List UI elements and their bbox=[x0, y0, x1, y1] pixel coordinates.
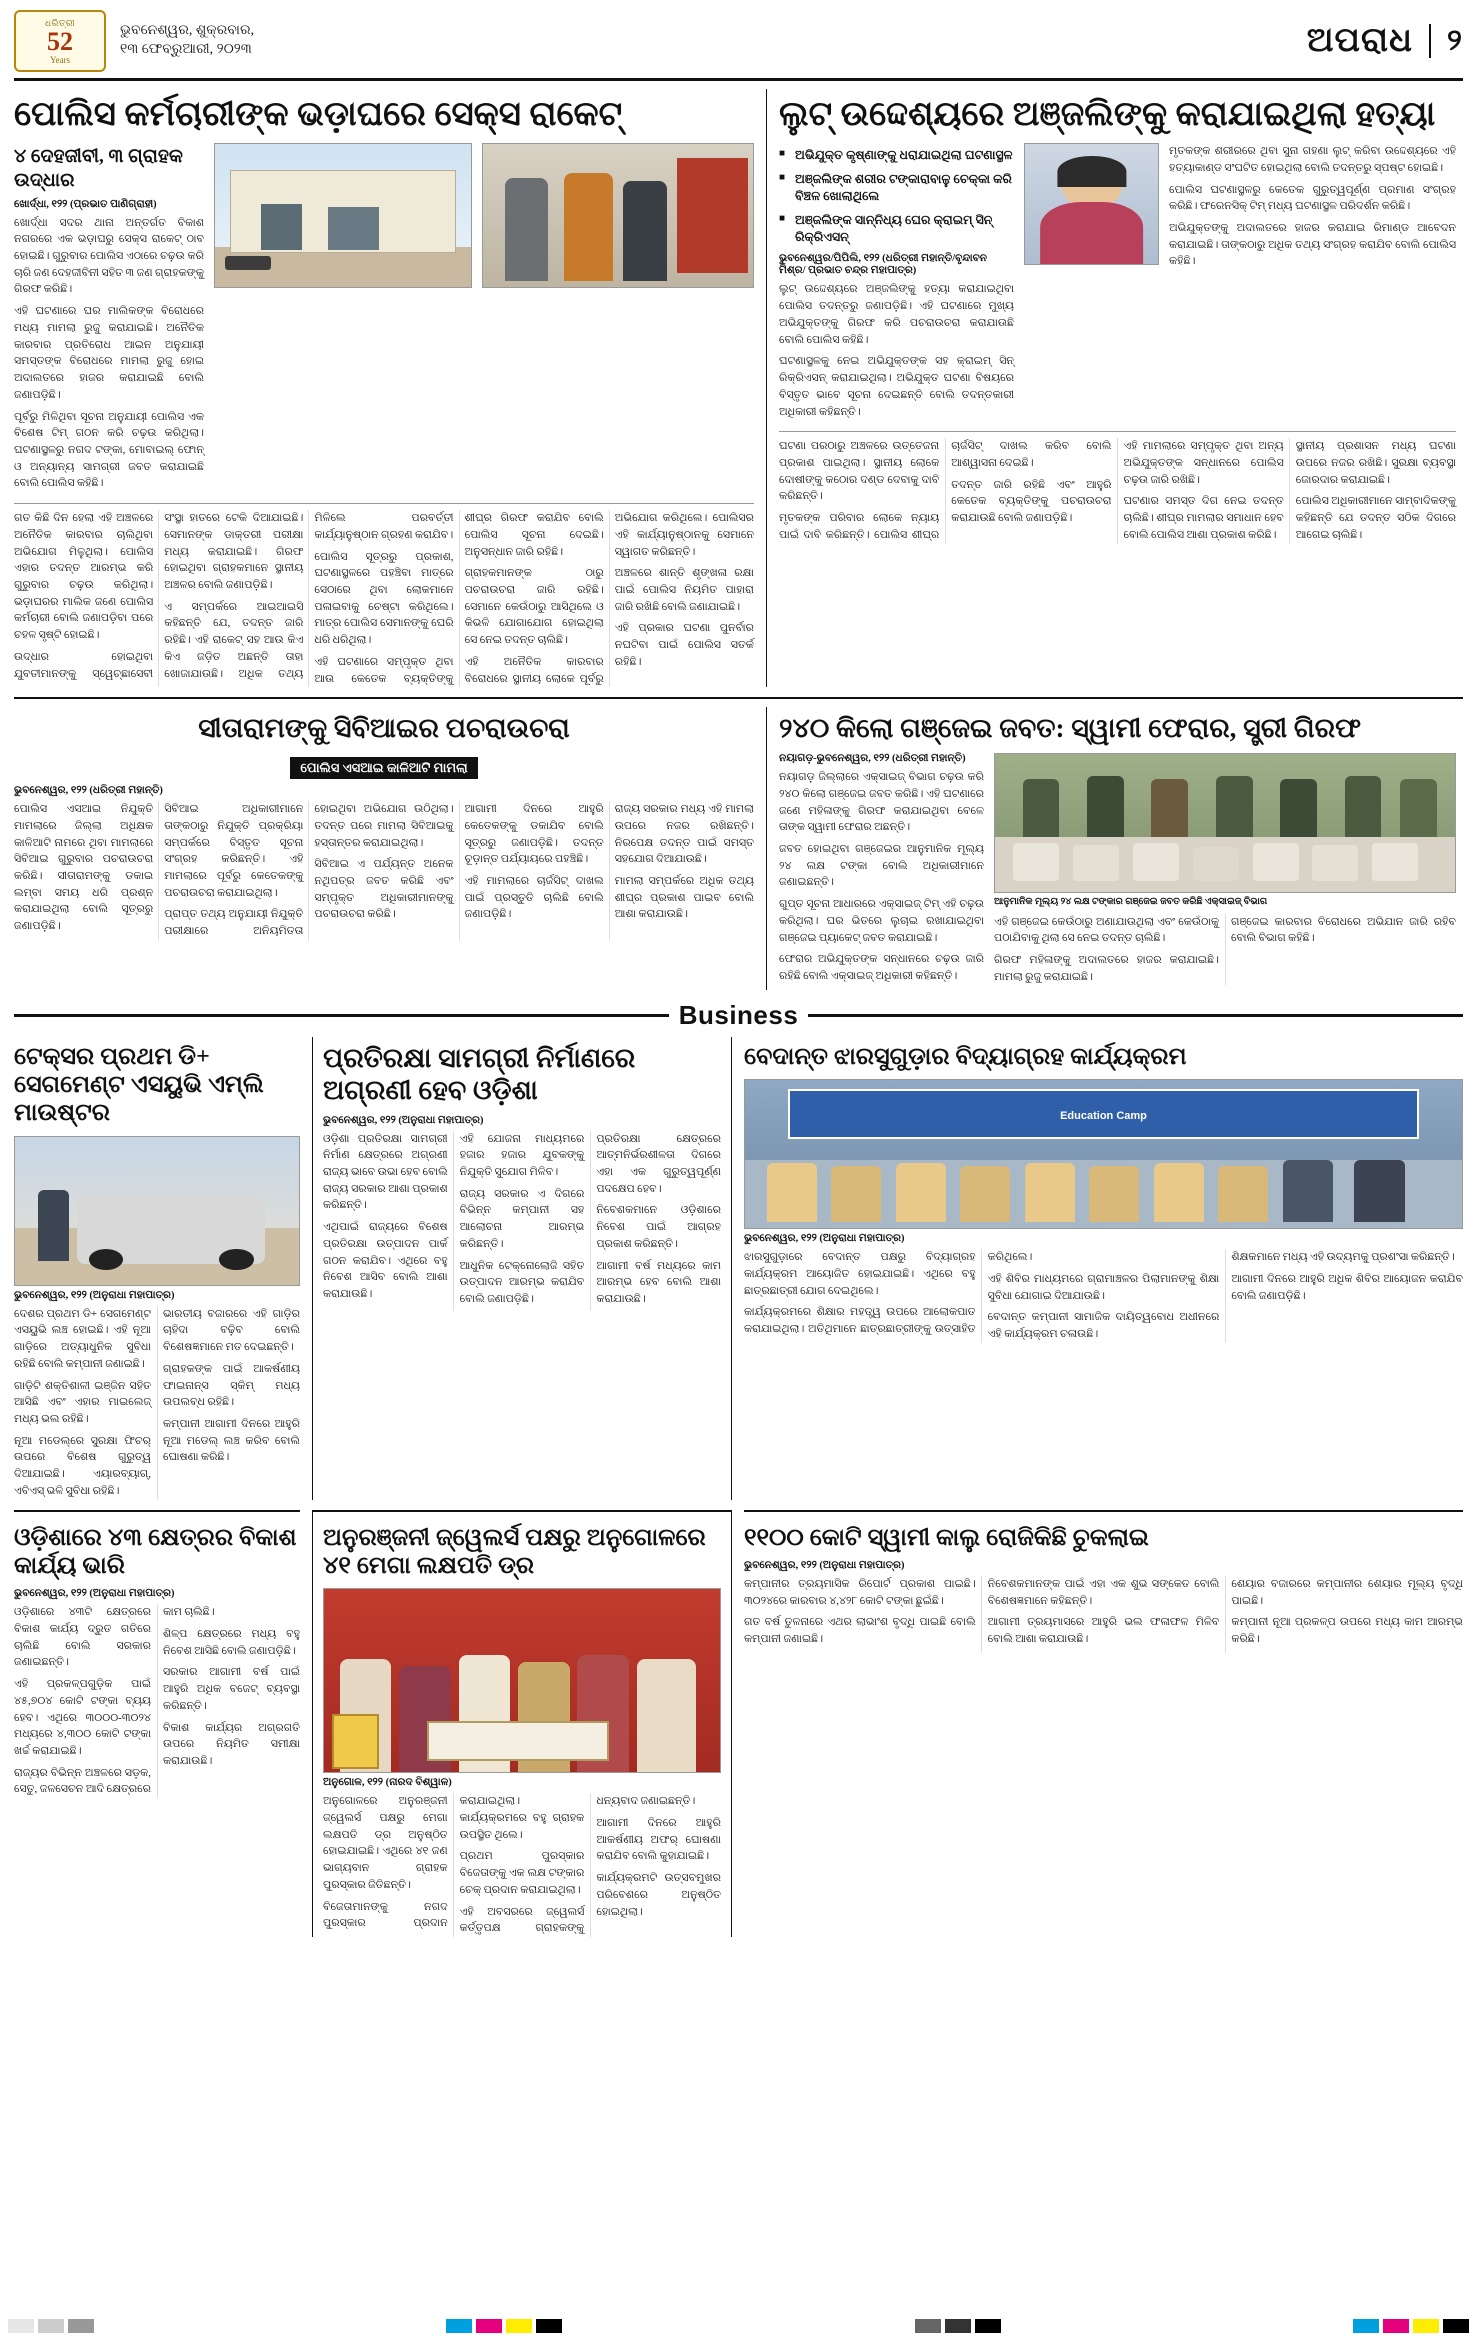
biz-story-mid bbox=[312, 1037, 732, 1500]
lead-left-subhead: ୪ ଦେହଜୀବୀ, ୩ ଗ୍ରାହକ ଉଦ୍ଧାର bbox=[14, 146, 183, 191]
place-line-1: ଭୁବନେଶ୍ୱର, ଶୁକ୍ରବାର, bbox=[120, 23, 255, 39]
color-swatch-gray-6 bbox=[975, 2319, 1001, 2333]
mid-right-photo-caption: ଆନୁମାନିକ ମୂଲ୍ୟ ୨୪ ଲକ୍ଷ ଟଙ୍କାର ଗଞ୍ଜେଇ ଜବତ କରିଛି ଏକ୍ସାଇଜ୍ ବିଭାଗ bbox=[994, 897, 1268, 908]
paragraph: ଅନୁଗୋଳରେ ଅନୁରଞ୍ଜନୀ ଜ୍ୱେଲର୍ସ ପକ୍ଷରୁ ମେଗା ଲକ୍ଷପତି ଡ୍ର ଅନୁଷ୍ଠିତ ହୋଇଯାଇଛି। ଏଥିରେ ୪୧ ଜଣ ଭାଗ୍ୟବାନ ଗ୍ରାହକ ପୁରସ୍କାର ଜିତିଛନ୍ତି। bbox=[323, 1795, 448, 1891]
color-swatch-black-2 bbox=[1443, 2319, 1469, 2333]
business-section bbox=[14, 1037, 1463, 1500]
lead-left-top-row bbox=[14, 143, 754, 497]
lead-left-body bbox=[14, 510, 754, 687]
bottom-story-left bbox=[14, 1510, 300, 1937]
mid-story-right bbox=[766, 707, 1456, 989]
color-swatch-yellow-2 bbox=[1413, 2319, 1439, 2333]
color-swatch-cyan bbox=[446, 2319, 472, 2333]
anniversary-badge bbox=[14, 10, 106, 72]
paragraph: ଗିରଫ ମହିଳାଙ୍କୁ ଅଦାଲତରେ ହାଜର କରାଯାଇଛି। ମାମଲା ରୁଜୁ କରାଯାଇଛି। bbox=[994, 953, 1219, 983]
color-swatch-yellow bbox=[506, 2319, 532, 2333]
paragraph: ରାଜ୍ୟ ସରକାର ମଧ୍ୟ ଏହି ମାମଲା ଉପରେ ନଜର ରଖିଛନ୍ତି। ନିରପେକ୍ଷ ତଦନ୍ତ ପାଇଁ ସମସ୍ତ ସହଯୋଗ ଦିଆଯାଉଛି। bbox=[614, 803, 754, 866]
mid-right-byline: ନୟାଗଡ଼-ଭୁବନେଶ୍ୱର, ୧୨୨ (ଧରିତ୍ରୀ ମହାନ୍ତି) bbox=[779, 753, 966, 765]
publication-place-date bbox=[120, 22, 254, 60]
paragraph: ଅଞ୍ଚଳରେ ଶାନ୍ତି ଶୃଙ୍ଖଳା ରକ୍ଷା ପାଇଁ ପୋଲିସ ନିୟମିତ ପାହାରା ଜାରି ରଖିଛି ବୋଲି ଜଣାଯାଇଛି। bbox=[614, 567, 754, 613]
paragraph: ଆଗାମୀ ଦିନରେ ଆହୁରି ଆକର୍ଷଣୀୟ ଅଫର୍ ଘୋଷଣା କରାଯିବ ବୋଲି କୁହାଯାଇଛି। bbox=[596, 1816, 721, 1863]
page-number: ୨ bbox=[1447, 24, 1463, 57]
paragraph: ଆଗାମୀ ତ୍ରୟମାସରେ ଆହୁରି ଭଲ ଫଳାଫଳ ମିଳିବ ବୋଲି ଆଶା କରାଯାଉଛି। bbox=[987, 1616, 1220, 1646]
middle-section bbox=[14, 707, 1463, 989]
paragraph: ପୋଲିସ ଏସଆଇ ନିଯୁକ୍ତି ମାମଲାରେ ଜିଲ୍ଲା ଅଧିକ୍ଷକ କାଳିଆଟି ନାମରେ ଥିବା ମାମଲାରେ ସିବିଆଇ ଗୁରୁବାର ପଚରାଉଚରା କରିଛି। ସୀତାରାମଙ୍କୁ ଡକାଇ ଲମ୍ବା ସମୟ ଧରି ପ୍ରଶ୍ନ କରାଯାଇଥିଲା ବୋଲି ସୂତ୍ରରୁ ଜଣାପଡ଼ିଛି। bbox=[14, 803, 154, 933]
banner-text: Education Camp bbox=[1060, 1109, 1147, 1122]
bottom-right-byline: ଭୁବନେଶ୍ୱର, ୧୨୨ (ଅନୁରାଧା ମହାପାତ୍ର) bbox=[744, 1559, 905, 1571]
bottom-mid-headline: ଅନୁରଞ୍ଜନୀ ଜ୍ୱେଲର୍ସ ପକ୍ଷରୁ ଅନୁଗୋଳରେ ୪୧ ମେଗା ଲକ୍ଷପତି ଡ୍ର bbox=[323, 1524, 706, 1579]
paragraph: ସିବିଆଇ ଅଧିକାରୀମାନେ ତାଙ୍କଠାରୁ ନିଯୁକ୍ତି ପ୍ରକ୍ରିୟା ସମ୍ପର୍କରେ ବିସ୍ତୃତ ସୂଚନା ସଂଗ୍ରହ କରିଛନ୍ତି। ଏହି ମାମଲାରେ ପୂର୍ବରୁ କେତେକଙ୍କୁ ପଚରାଉଚରା କରାଯାଇଥିଲା। bbox=[164, 803, 304, 899]
bullet-item: ■ ଅଭିଯୁକ୍ତ କୃଷ୍ଣାଙ୍କୁ ଧରାଯାଇଥିଲା ଘଟଣାସ୍ଥଳ bbox=[779, 147, 1014, 164]
color-swatch-cyan-2 bbox=[1353, 2319, 1379, 2333]
lead-left-headline: ପୋଲିସ କର୍ମଚାରୀଙ୍କ ଭଡ଼ାଘରେ ସେକ୍ସ ରାକେଟ୍ bbox=[14, 96, 623, 133]
bottom-mid-byline: ଅନୁଗୋଳ, ୧୨୨ (ନାରଦ ବିଶ୍ୱାଳ) bbox=[323, 1777, 452, 1789]
bottom-right-body bbox=[744, 1576, 1463, 1653]
paragraph: ଅଭିଯୁକ୍ତଙ୍କୁ ଅଦାଲତରେ ହାଜର କରାଯାଇ ରିମାଣ୍ଡ ଆବେଦନ କରାଯାଇଛି। ତାଙ୍କଠାରୁ ଅଧିକ ତଥ୍ୟ ସଂଗ୍ରହ କରାଯିବ ବୋଲି ପୋଲିସ କହିଛି। bbox=[1169, 221, 1456, 268]
paragraph: ଘଟଣାସ୍ଥଳକୁ ନେଇ ଅଭିଯୁକ୍ତଙ୍କ ସହ କ୍ରାଇମ୍ ସିନ୍ ରିକ୍ରିଏସନ୍ କରାଯାଇଥିଲା। ଅଭିଯୁକ୍ତ ଘଟଣା ବିଷୟରେ ବିସ୍ତୃତ ଭାବେ ସୂଚନା ଦେଇଛନ୍ତି ବୋଲି ତଦନ୍ତକାରୀ ଅଧିକାରୀ କହିଛନ୍ତି। bbox=[779, 355, 1014, 418]
paragraph: ମୃତକଙ୍କ ଶରୀରରେ ଥିବା ସୁନା ଗହଣା ଲୁଟ୍ କରିବା ଉଦ୍ଦେଶ୍ୟରେ ଏହି ହତ୍ୟାକାଣ୍ଡ ସଂଘଟିତ ହୋଇଥିଲା ବୋଲି ତଦନ୍ତରୁ ସ୍ପଷ୍ଟ ହୋଇଛି। bbox=[1169, 145, 1456, 174]
paragraph: ଗତ କିଛି ଦିନ ହେଲା ଏହି ଅଞ୍ଚଳରେ ଅନୈତିକ କାରବାର ଚାଲିଥିବା ଅଭିଯୋଗ ମିଳୁଥିଲା। ପୋଲିସ ଏହାର ତଦନ୍ତ ଆରମ୍ଭ କରି ଗୁରୁବାର ଚଢ଼ଉ କରିଥିଲା। ଭଡ଼ାଘରର ମାଲିକ ଜଣେ ପୋଲିସ କର୍ମଚାରୀ ବୋଲି ଜଣାପଡ଼ିବା ପରେ ଚହଳ ସୃଷ୍ଟି ହୋଇଛି। bbox=[14, 512, 154, 642]
paragraph: ଆଗାମୀ ବର୍ଷ ମଧ୍ୟରେ କାମ ଆରମ୍ଭ ହେବ ବୋଲି ଆଶା କରାଯାଉଛି। bbox=[596, 1259, 721, 1305]
biz-story-right bbox=[744, 1037, 1463, 1500]
paragraph: ଓଡ଼ିଶାରେ ୪୩ଟି କ୍ଷେତ୍ରରେ ବିକାଶ କାର୍ଯ୍ୟ ଦ୍ରୁତ ଗତିରେ ଚାଲିଛି ବୋଲି ସରକାର ଜଣାଇଛନ୍ତି। bbox=[14, 1606, 151, 1669]
bottom-section bbox=[14, 1510, 1463, 1937]
photo-victim-portrait bbox=[1024, 143, 1159, 265]
paragraph: ଆଗାମୀ ଦିନରେ ଆହୁରି କେତେକଙ୍କୁ ଡକାଯିବ ବୋଲି ସୂତ୍ରରୁ ଜଣାପଡ଼ିଛି। ତଦନ୍ତ ଚୂଡ଼ାନ୍ତ ପର୍ଯ୍ୟାୟରେ ପହଞ୍ଚିଛି। bbox=[464, 803, 604, 866]
bottom-left-headline: ଓଡ଼ିଶାରେ ୪୩ କ୍ଷେତ୍ରର ବିକାଶ କାର୍ଯ୍ୟ ଭାରି bbox=[14, 1524, 297, 1579]
business-section-label: Business bbox=[678, 999, 799, 1030]
color-swatch-gray-2 bbox=[38, 2319, 64, 2333]
business-bar-line-left bbox=[14, 1014, 669, 1017]
bullet-item: ■ ଅଞ୍ଜଲିଙ୍କ ଶରୀର ଟଙ୍କାରାବାଳୁ ଚେକ୍କା କରି ବିଞ୍ଚଳ ଖୋଲାଥିଲେ bbox=[779, 171, 1014, 205]
photo-jewellers-draw bbox=[323, 1588, 721, 1773]
paragraph: ବିଜେତାମାନଙ୍କୁ ନଗଦ ପୁରସ୍କାର ପ୍ରଦାନ କରାଯାଇଥିଲା। କାର୍ଯ୍ୟକ୍ରମରେ ବହୁ ଗ୍ରାହକ ଉପସ୍ଥିତ ଥିଲେ। bbox=[323, 1795, 585, 1930]
paragraph: ଏହି ମାମଲାରେ ସମ୍ପୃକ୍ତ ଥିବା ଅନ୍ୟ ଅଭିଯୁକ୍ତଙ୍କ ସନ୍ଧାନରେ ପୋଲିସ ଚଢ଼ଉ ଜାରି ରଖିଛି। bbox=[1123, 440, 1284, 486]
paragraph: ଶେୟାର ବଜାରରେ କମ୍ପାନୀର ଶେୟାର ମୂଲ୍ୟ ବୃଦ୍ଧି ପାଇଛି। bbox=[1231, 1577, 1463, 1607]
paragraph: ଘଟଣା ପରଠାରୁ ଅଞ୍ଚଳରେ ଉତ୍ତେଜନା ପ୍ରକାଶ ପାଇଥିଲା। ସ୍ଥାନୀୟ ଲୋକେ ଦୋଷୀଙ୍କୁ କଠୋର ଦଣ୍ଡ ଦେବାକୁ ଦାବି କରିଛନ୍ତି। bbox=[779, 440, 940, 503]
paragraph: ପ୍ରଥମ ପୁରସ୍କାର ବିଜେତାଙ୍କୁ ଏକ ଲକ୍ଷ ଟଙ୍କାର ଚେକ୍ ପ୍ରଦାନ କରାଯାଇଥିଲା। bbox=[459, 1850, 585, 1896]
lead-story-left bbox=[14, 89, 754, 687]
lead-left-photos bbox=[214, 143, 754, 497]
lead-right-top-row bbox=[779, 143, 1456, 425]
lead-left-byline: ଖୋର୍ଦ୍ଧା, ୧୨୨ (ପ୍ରଭାତ ପାଣିଗ୍ରାହୀ) bbox=[14, 198, 157, 210]
paragraph: ଗାଡ଼ିଟି ଶକ୍ତିଶାଳୀ ଇଞ୍ଜିନ ସହିତ ଆସିଛି ଏବଂ ଏହାର ମାଇଲେଜ୍ ମଧ୍ୟ ଭଲ ରହିଛି। bbox=[14, 1379, 151, 1426]
paragraph: କାର୍ଯ୍ୟକ୍ରମରେ ଶିକ୍ଷାର ମହତ୍ତ୍ୱ ଉପରେ ଆଲୋକପାତ କରାଯାଇଥିଲା। ଅତିଥିମାନେ ଛାତ୍ରଛାତ୍ରୀଙ୍କୁ ଉତ୍ସାହିତ କରିଥିଲେ। bbox=[744, 1251, 1033, 1335]
mid-left-tag: ପୋଲିସ ଏସଆଇ କାଳିଆଟି ମାମଲା bbox=[290, 757, 477, 779]
paragraph: ଗତ ବର୍ଷ ତୁଳନାରେ ଏଥର ଲାଭାଂଶ ବୃଦ୍ଧି ପାଇଛି ବୋଲି କମ୍ପାନୀ ଜଣାଇଛି। bbox=[744, 1616, 976, 1646]
section-title-block bbox=[1307, 22, 1463, 60]
paragraph: ଫେରାର ଅଭିଯୁକ୍ତଙ୍କ ସନ୍ଧାନରେ ଚଢ଼ଉ ଜାରି ରହିଛି ବୋଲି ଏକ୍ସାଇଜ୍ ଅଧିକାରୀ କହିଛନ୍ତି। bbox=[779, 953, 984, 983]
mid-left-headline: ସୀତାରାମଙ୍କୁ ସିବିଆଇର ପଚରାଉଚରା bbox=[198, 713, 570, 744]
lead-story-right bbox=[766, 89, 1456, 687]
paragraph: ପୂର୍ବରୁ ମିଳିଥିବା ସୂଚନା ଅନୁଯାୟୀ ପୋଲିସ ଏକ ବିଶେଷ ଟିମ୍ ଗଠନ କରି ଚଢ଼ଉ କରିଥିଲା। ଘଟଣାସ୍ଥଳରୁ ନଗଦ ଟଙ୍କା, ମୋବାଇଲ୍ ଫୋନ୍ ଓ ଅନ୍ୟାନ୍ୟ ସାମଗ୍ରୀ ଜବତ କରାଯାଇଛି ବୋଲି ପୋଲିସ କହିଛି। bbox=[14, 410, 204, 490]
paragraph: ପ୍ରାପ୍ତ ତଥ୍ୟ ଅନୁଯାୟୀ ନିଯୁକ୍ତି ପରୀକ୍ଷାରେ ଅନିୟମିତତା ହୋଇଥିବା ଅଭିଯୋଗ ଉଠିଥିଲା। ତଦନ୍ତ ପରେ ମାମଲା ସିବିଆଇକୁ ହସ୍ତାନ୍ତର କରାଯାଇଥିଲା। bbox=[164, 803, 454, 938]
paragraph: ଏହି ପ୍ରକାର ଘଟଣା ପୁନର୍ବାର ନଘଟିବା ପାଇଁ ପୋଲିସ ସତର୍କ ରହିଛି। bbox=[614, 622, 754, 668]
bottom-story-mid bbox=[312, 1510, 732, 1937]
mid-left-byline: ଭୁବନେଶ୍ୱର, ୧୨୨ (ଧରିତ୍ରୀ ମହାନ୍ତି) bbox=[14, 785, 163, 797]
top-section bbox=[14, 89, 1463, 687]
paragraph: ରାଜ୍ୟ ସରକାର ଏ ଦିଗରେ ବିଭିନ୍ନ କମ୍ପାନୀ ସହ ଆଲୋଚନା ଆରମ୍ଭ କରିଛନ୍ତି। bbox=[459, 1187, 585, 1250]
paragraph: ନୟାଗଡ଼ ଜିଲ୍ଲାରେ ଏକ୍ସାଇଜ୍ ବିଭାଗ ଚଢ଼ଉ କରି ୨୪୦ କିଲୋ ଗଞ୍ଜେଇ ଜବତ କରିଛି। ଏହି ଘଟଣାରେ ଜଣେ ମହିଳାଙ୍କୁ ଗିରଫ କରାଯାଇଥିବା ବେଳେ ତାଙ୍କ ସ୍ୱାମୀ ଫେରାର ଅଛନ୍ତି। bbox=[779, 771, 984, 834]
paragraph: ଶିକ୍ଷକମାନେ ମଧ୍ୟ ଏହି ଉଦ୍ୟମକୁ ପ୍ରଶଂସା କରିଛନ୍ତି। bbox=[1231, 1251, 1455, 1264]
paragraph: ନିବେଶକମାନେ ଓଡ଼ିଶାରେ ନିବେଶ ପାଇଁ ଆଗ୍ରହ ପ୍ରକାଶ କରିଛନ୍ତି। bbox=[596, 1204, 721, 1250]
paragraph: ଜବତ ହୋଇଥିବା ଗଞ୍ଜେଇର ଆନୁମାନିକ ମୂଲ୍ୟ ୨୪ ଲକ୍ଷ ଟଙ୍କା ବୋଲି ଅଧିକାରୀମାନେ ଜଣାଇଛନ୍ତି। bbox=[779, 843, 984, 889]
paragraph: ଏହି ଗଞ୍ଜେଇ କେଉଁଠାରୁ ଅଣାଯାଉଥିଲା ଏବଂ କେଉଁଠାକୁ ପଠାଯିବାକୁ ଥିଲା ସେ ନେଇ ତଦନ୍ତ ଚାଲିଛି। bbox=[994, 915, 1219, 945]
biz-mid-byline: ଭୁବନେଶ୍ୱର, ୧୨୨ (ଅନୁରାଧା ମହାପାତ୍ର) bbox=[323, 1114, 484, 1126]
color-swatch-magenta-2 bbox=[1383, 2319, 1409, 2333]
biz-mid-headline: ପ୍ରତିରକ୍ଷା ସାମଗ୍ରୀ ନିର୍ମାଣରେ ଅଗ୍ରଣୀ ହେବ ଓଡ଼ିଶା bbox=[323, 1042, 636, 1105]
photo-education-camp bbox=[744, 1079, 1463, 1229]
lead-right-intro-text bbox=[779, 281, 1014, 420]
paragraph: କମ୍ପାନୀ ନୂଆ ପ୍ରକଳ୍ପ ଉପରେ ମଧ୍ୟ କାମ ଆରମ୍ଭ କରିଛି। bbox=[1231, 1616, 1463, 1646]
paragraph: ନିବେଶକମାନଙ୍କ ପାଇଁ ଏହା ଏକ ଶୁଭ ସଙ୍କେତ ବୋଲି ବିଶେଷଜ୍ଞମାନେ କହିଛନ୍ତି। bbox=[987, 1577, 1220, 1607]
paragraph: ପୋଲିସ ଘଟଣାସ୍ଥଳରୁ କେତେକ ଗୁରୁତ୍ୱପୂର୍ଣ୍ଣ ପ୍ରମାଣ ସଂଗ୍ରହ କରିଛି। ଫରେନସିକ୍ ଟିମ୍ ମଧ୍ୟ ଘଟଣାସ୍ଥଳ ପରିଦର୍ଶନ କରିଛି। bbox=[1169, 183, 1456, 213]
biz-right-byline: ଭୁବନେଶ୍ୱର, ୧୨୨ (ଅନୁରାଧା ମହାପାତ୍ର) bbox=[744, 1233, 905, 1245]
mid-right-row bbox=[779, 753, 1456, 990]
paragraph: ଓଡ଼ିଶା ପ୍ରତିରକ୍ଷା ସାମଗ୍ରୀ ନିର୍ମାଣ କ୍ଷେତ୍ରରେ ଅଗ୍ରଣୀ ରାଜ୍ୟ ଭାବେ ଉଭା ହେବ ବୋଲି ରାଜ୍ୟ ସରକାର ଆଶା ପ୍ରକାଶ କରିଛନ୍ତି। bbox=[323, 1132, 448, 1212]
paragraph: ପୋଲିସ ସୂତ୍ରରୁ ପ୍ରକାଶ, ଘଟଣାସ୍ଥଳରେ ପହଞ୍ଚିବା ମାତ୍ରେ ସେଠାରେ ଥିବା ଲୋକମାନେ ପଳାଇବାକୁ ଚେଷ୍ଟା କରିଥିଲେ। ମାତ୍ର ପୋଲିସ ସେମାନଙ୍କୁ ଘେରି ଧରି ଧରିଥିଲା। bbox=[314, 550, 454, 647]
biz-left-headline: ଟେକ୍ସର ପ୍ରଥମ ଡି+ ସେଗମେଣ୍ଟ ଏସୟୁଭି ଏମ୍ଲି ମାଉଷ୍ଟର bbox=[14, 1043, 264, 1127]
masthead-divider bbox=[1429, 24, 1431, 58]
mid-right-text-col bbox=[779, 753, 984, 990]
paragraph: ଲୁଟ୍ ଉଦ୍ଦେଶ୍ୟରେ ଅଞ୍ଜଲିଙ୍କୁ ହତ୍ୟା କରାଯାଇଥିବା ପୋଲିସ ତଦନ୍ତରୁ ଜଣାପଡ଼ିଛି। ଏହି ଘଟଣାରେ ମୁଖ୍ୟ ଅଭିଯୁକ୍ତଙ୍କୁ ଗିରଫ କରି ପଚରାଉଚରା କରାଯାଉଛି ବୋଲି ପୋଲିସ କହିଛି। bbox=[779, 283, 1014, 346]
paragraph: ଏହି ଅନୈତିକ କାରବାର ବିରୋଧରେ ସ୍ଥାନୀୟ ଲୋକେ ପୂର୍ବରୁ ଅଭିଯୋଗ କରିଥିଲେ। ପୋଲିସର ଏହି କାର୍ଯ୍ୟାନୁଷ୍ଠାନକୁ ସେମାନେ ସ୍ୱାଗତ କରିଛନ୍ତି। bbox=[464, 512, 754, 685]
lead-right-bullet-list bbox=[779, 147, 1014, 245]
paragraph: ଆଗାମୀ ଦିନରେ ଆହୁରି ଅଧିକ ଶିବିର ଆୟୋଜନ କରାଯିବ ବୋଲି ଜଣାପଡ଼ିଛି। bbox=[1231, 1272, 1463, 1302]
paragraph: ଆଧୁନିକ ଟେକ୍ନୋଲୋଜି ସହିତ ଉତ୍ପାଦନ ଆରମ୍ଭ କରାଯିବ ବୋଲି ଜଣାପଡ଼ିଛି। bbox=[459, 1259, 585, 1305]
color-swatch-gray-5 bbox=[945, 2319, 971, 2333]
masthead bbox=[14, 10, 1463, 81]
paragraph: ଏହି ପ୍ରକଳ୍ପଗୁଡ଼ିକ ପାଇଁ ୪୫,୭୦୪ କୋଟି ଟଙ୍କା ବ୍ୟୟ ହେବ। ଏଥିରେ ୩୦୦୦-୩୦୨୪ ମଧ୍ୟରେ ୪,୩୦୦ କୋଟି ଟଙ୍କା ଖର୍ଚ୍ଚ କରାଯାଇଛି। bbox=[14, 1678, 151, 1757]
paragraph: ସିବିଆଇ ଏ ପର୍ଯ୍ୟନ୍ତ ଅନେକ ନଥିପତ୍ର ଜବତ କରିଛି ଏବଂ ସମ୍ପୃକ୍ତ ଅଧିକାରୀମାନଙ୍କୁ ପଚରାଉଚରା କରିଛି। bbox=[314, 858, 454, 921]
paragraph: ଝାରସୁଗୁଡ଼ାରେ ବେଦାନ୍ତ ପକ୍ଷରୁ ବିଦ୍ୟାଗ୍ରହ କାର୍ଯ୍ୟକ୍ରମ ଆୟୋଜିତ ହୋଇଯାଇଛି। ଏଥିରେ ବହୁ ଛାତ୍ରଛାତ୍ରୀ ଯୋଗ ଦେଇଥିଲେ। bbox=[744, 1251, 976, 1297]
mid-right-headline: ୨୪୦ କିଲୋ ଗଞ୍ଜେଇ ଜବତ: ସ୍ୱାମୀ ଫେରାର, ସ୍ତ୍ରୀ ଗିରଫ bbox=[779, 713, 1361, 744]
bottom-story-right bbox=[744, 1510, 1463, 1937]
paragraph: ଏହି ମାମଲାରେ ଚାର୍ଜସିଟ୍ ଦାଖଲ ପାଇଁ ପ୍ରସ୍ତୁତି ଚାଲିଛି ବୋଲି ଜଣାପଡ଼ିଛି। bbox=[464, 875, 604, 921]
color-swatch-gray-3 bbox=[68, 2319, 94, 2333]
bottom-mid-body bbox=[323, 1793, 721, 1937]
bottom-left-body bbox=[14, 1604, 300, 1798]
mid-right-intro bbox=[779, 769, 984, 985]
mid-right-photo-col bbox=[994, 753, 1456, 990]
biz-left-body bbox=[14, 1306, 300, 1500]
paragraph: ଏହି ଘଟଣାରେ ଘର ମାଲିକଙ୍କ ବିରୋଧରେ ମଧ୍ୟ ମାମଲା ରୁଜୁ କରାଯାଇଛି। ଅନୈତିକ କାରବାର ପ୍ରତିରୋଧ ଆଇନ ଅନୁଯାୟୀ ସମସ୍ତଙ୍କ ବିରୋଧରେ ମାମଲା ରୁଜୁ ହୋଇ ଅଦାଲତରେ ହାଜର କରାଯାଇଛି ବୋଲି ଜଣାପଡ଼ିଛି। bbox=[14, 305, 204, 401]
bottom-left-byline: ଭୁବନେଶ୍ୱର, ୧୨୨ (ଅନୁରାଧା ମହାପାତ୍ର) bbox=[14, 1588, 175, 1600]
paragraph: ସ୍ଥାନୀୟ ପ୍ରଶାସନ ମଧ୍ୟ ଘଟଣା ଉପରେ ନଜର ରଖିଛି। ସୁରକ୍ଷା ବ୍ୟବସ୍ଥା ଜୋରଦାର କରାଯାଇଛି। bbox=[1295, 440, 1456, 486]
section-title: ଅପରାଧ bbox=[1306, 22, 1414, 59]
paragraph: ଗୁପ୍ତ ସୂଚନା ଆଧାରରେ ଏକ୍ସାଇଜ୍ ଟିମ୍ ଏହି ଚଢ଼ଉ କରିଥିଲା। ଘର ଭିତରେ ଲୁଚାଇ ରଖାଯାଇଥିବା ଗଞ୍ଜେଇ ପ୍ୟାକେଟ୍ ଜବତ କରାଯାଇଛି। bbox=[779, 898, 984, 944]
paragraph: କମ୍ପାନୀ ଆଗାମୀ ଦିନରେ ଆହୁରି ନୂଆ ମଡେଲ୍ ଲଞ୍ଚ କରିବ ବୋଲି ଘୋଷଣା କରିଛି। bbox=[163, 1418, 300, 1464]
lead-right-body bbox=[779, 438, 1456, 543]
biz-left-byline: ଭୁବନେଶ୍ୱର, ୧୨୨ (ଅନୁରାଧା ମହାପାତ୍ର) bbox=[14, 1289, 175, 1301]
color-swatch-magenta bbox=[476, 2319, 502, 2333]
paragraph: ଉଦ୍ଧାର ହୋଇଥିବା ଯୁବତୀମାନଙ୍କୁ ସ୍ୱେଚ୍ଛାସେବୀ ସଂସ୍ଥା ହାତରେ ଟେକି ଦିଆଯାଇଛି। ସେମାନଙ୍କ ଡାକ୍ତରୀ ପରୀକ୍ଷା ମଧ୍ୟ କରାଯାଇଛି। ଗିରଫ ହୋଇଥିବା ଗ୍ରାହକମାନେ ସ୍ଥାନୀୟ ଅଞ୍ଚଳର ବୋଲି ଜଣାପଡ଼ିଛି। bbox=[14, 512, 304, 680]
paragraph: କମ୍ପାନୀର ତ୍ରୟମାସିକ ରିପୋର୍ଟ ପ୍ରକାଶ ପାଇଛି। ୩୦୨୪ରେ କାରବାର ୪,୪୨୮ କୋଟି ଟଙ୍କା ଛୁଇଁଛି। bbox=[744, 1577, 976, 1607]
color-swatch-black bbox=[536, 2319, 562, 2333]
paragraph: ଗଞ୍ଜେଇ କାରବାର ବିରୋଧରେ ଅଭିଯାନ ଜାରି ରହିବ ବୋଲି ବିଭାଗ କହିଛି। bbox=[1231, 915, 1456, 945]
paragraph: ଘଟଣାର ସମସ୍ତ ଦିଗ ନେଇ ତଦନ୍ତ ଚାଲିଛି। ଶୀଘ୍ର ମାମଲାର ସମାଧାନ ହେବ ବୋଲି ପୋଲିସ ଆଶା ପ୍ରକାଶ କରିଛି। bbox=[1123, 495, 1284, 541]
color-swatch-gray-4 bbox=[915, 2319, 941, 2333]
lead-right-bullets-col bbox=[779, 143, 1014, 425]
paragraph: ଶିଳ୍ପ କ୍ଷେତ୍ରରେ ମଧ୍ୟ ବହୁ ନିବେଶ ଆସିଛି ବୋଲି ଜଣାପଡ଼ିଛି। bbox=[163, 1627, 300, 1657]
photo-ganja-seizure bbox=[994, 753, 1456, 893]
paragraph: ଖୋର୍ଦ୍ଧା ସଦର ଥାନା ଅନ୍ତର୍ଗତ ବିକାଶ ନଗରରେ ଏକ ଭଡ଼ାଘରୁ ସେକ୍ସ ରାକେଟ୍ ଠାବ ହୋଇଛି। ଗୁରୁବାର ପୋଲିସ ଏଠାରେ ଚଢ଼ଉ କରି ଚାରି ଜଣ ଦେହଜୀବିନୀ ସହିତ ୩ ଜଣ ଗ୍ରାହକଙ୍କୁ ଗିରଫ କରିଛି। bbox=[14, 216, 204, 296]
paragraph: ମୃତକଙ୍କ ପରିବାର ଲୋକେ ନ୍ୟାୟ ପାଇଁ ଦାବି କରିଛନ୍ତି। ପୋଲିସ ଶୀଘ୍ର ଚାର୍ଜସିଟ୍ ଦାଖଲ କରିବ ବୋଲି ଆଶ୍ୱାସନା ଦେଇଛି। bbox=[779, 440, 1112, 541]
paragraph: ଗ୍ରାହକଙ୍କ ପାଇଁ ଆକର୍ଷଣୀୟ ଫାଇନାନ୍ସ ସ୍କିମ୍ ମଧ୍ୟ ଉପଲବ୍ଧ ରହିଛି। bbox=[163, 1362, 300, 1409]
color-calibration-bar bbox=[0, 2313, 1477, 2339]
bullet-item: ■ ଅଞ୍ଜଲିଙ୍କ ସାନ୍ନିଧ୍ୟ ଘେର କ୍ରାଇମ୍ ସିନ୍ ରିକ୍ରିଏସନ୍ bbox=[779, 212, 1014, 246]
biz-right-body bbox=[744, 1249, 1463, 1343]
paragraph: ସରକାର ଆଗାମୀ ବର୍ଷ ପାଇଁ ଆହୁରି ଅଧିକ ବଜେଟ୍ ବ୍ୟବସ୍ଥା କରିଛନ୍ତି। bbox=[163, 1666, 300, 1712]
paragraph: ପ୍ରତିରକ୍ଷା କ୍ଷେତ୍ରରେ ଆତ୍ମନିର୍ଭରଶୀଳତା ଦିଗରେ ଏହା ଏକ ଗୁରୁତ୍ୱପୂର୍ଣ୍ଣ ପଦକ୍ଷେପ ହେବ। bbox=[596, 1132, 721, 1195]
biz-story-left bbox=[14, 1037, 300, 1500]
paragraph: ଏ ସମ୍ପର୍କରେ ଆଇଆଇସି କହିଛନ୍ତି ଯେ, ତଦନ୍ତ ଜାରି ରହିଛି। ଏହି ରାକେଟ୍ ସହ ଆଉ କିଏ କିଏ ଜଡ଼ିତ ଅଛନ୍ତି ତାହା ଖୋଜାଯାଉଛି। ଅଧିକ ତଥ୍ୟ ମିଳିଲେ ପରବର୍ତ୍ତୀ କାର୍ଯ୍ୟାନୁଷ୍ଠାନ ଗ୍ରହଣ କରାଯିବ। bbox=[164, 512, 454, 680]
mid-left-body bbox=[14, 801, 754, 940]
place-line-2: ୧୩ ଫେବ୍ରୁଆରୀ, ୨୦୨୩ bbox=[120, 42, 252, 57]
mid-story-left bbox=[14, 707, 754, 989]
badge-years-label: Years bbox=[49, 54, 71, 65]
paragraph: ବେଦାନ୍ତ କମ୍ପାନୀ ସାମାଜିକ ଦାୟିତ୍ୱବୋଧ ଅଧୀନରେ ଏହି କାର୍ଯ୍ୟକ୍ରମ ଚଳାଉଛି। bbox=[987, 1311, 1220, 1340]
paragraph: ଗ୍ରାହକମାନଙ୍କ ଠାରୁ ପଚରାଉଚରା ଜାରି ରହିଛି। ସେମାନେ କେଉଁଠାରୁ ଆସିଥିଲେ ଓ କିଭଳି ଯୋଗାଯୋଗ ହୋଇଥିଲା ସେ ନେଇ ତଦନ୍ତ ଚାଲିଛି। bbox=[464, 567, 604, 647]
paragraph: ନୂଆ ମଡେଲ୍‌ରେ ସୁରକ୍ଷା ଫିଚର୍ ଉପରେ ବିଶେଷ ଗୁରୁତ୍ୱ ଦିଆଯାଇଛି। ଏୟାରବ୍ୟାଗ୍, ଏବିଏସ୍ ଭଳି ସୁବିଧା ରହିଛି। bbox=[14, 1434, 151, 1497]
lead-right-side-text bbox=[1169, 143, 1456, 425]
photo-police-arrest bbox=[482, 143, 754, 288]
biz-mid-body bbox=[323, 1131, 721, 1312]
bottom-right-headline: ୧୧୦୦ କୋଟି ସ୍ୱାମୀ କାଲୁ ରୋଜିକିଛି ଚୁକଲାଇ bbox=[744, 1524, 1149, 1551]
color-swatch-gray-1 bbox=[8, 2319, 34, 2333]
paragraph: ମାମଲା ସମ୍ପର୍କରେ ଅଧିକ ତଥ୍ୟ ଶୀଘ୍ର ପ୍ରକାଶ ପାଇବ ବୋଲି ଆଶା କରାଯାଉଛି। bbox=[614, 875, 754, 921]
business-section-bar bbox=[14, 1000, 1463, 1031]
paragraph: ଏହି ଯୋଜନା ମାଧ୍ୟମରେ ହଜାର ହଜାର ଯୁବକଙ୍କୁ ନିଯୁକ୍ତି ସୁଯୋଗ ମିଳିବ। bbox=[459, 1132, 585, 1178]
paragraph: ତଦନ୍ତ ଜାରି ରହିଛି ଏବଂ ଆହୁରି କେତେକ ବ୍ୟକ୍ତିଙ୍କୁ ପଚରାଉଚରା କରାଯାଉଛି ବୋଲି ଜଣାପଡ଼ିଛି। bbox=[951, 478, 1112, 525]
paragraph: ଭାରତୀୟ ବଜାରରେ ଏହି ଗାଡ଼ିର ଚାହିଦା ବଢ଼ିବ ବୋଲି ବିଶେଷଜ୍ଞମାନେ ମତ ଦେଇଛନ୍ତି। bbox=[163, 1307, 300, 1354]
mid-right-body bbox=[994, 914, 1456, 986]
lead-right-photo-col bbox=[1024, 143, 1159, 425]
biz-right-headline: ବେଦାନ୍ତ ଝାରସୁଗୁଡ଼ାର ବିଦ୍ୟାଗ୍ରହ କାର୍ଯ୍ୟକ୍ରମ bbox=[744, 1043, 1187, 1070]
badge-years-number: 52 bbox=[47, 26, 73, 56]
paragraph: ପୋଲିସ ଅଧିକାରୀମାନେ ସାମ୍ବାଦିକଙ୍କୁ କହିଛନ୍ତି ଯେ ତଦନ୍ତ ସଠିକ ଦିଗରେ ଆଗେଇ ଚାଲିଛି। bbox=[1295, 495, 1456, 541]
business-bar-line-right bbox=[808, 1014, 1463, 1017]
lead-right-headline: ଲୁଟ୍ ଉଦ୍ଦେଶ୍ୟରେ ଅଞ୍ଜଲିଙ୍କୁ କରାଯାଇଥିଲା ହତ୍ୟା bbox=[779, 96, 1436, 133]
paragraph: ଏଥିପାଇଁ ରାଜ୍ୟରେ ବିଶେଷ ପ୍ରତିରକ୍ଷା ଉତ୍ପାଦନ ପାର୍କ ଗଠନ କରାଯିବ। ଏଥିରେ ବହୁ ନିବେଶ ଆସିବ ବୋଲି ଆଶା କରାଯାଉଛି। bbox=[323, 1221, 448, 1300]
paragraph: ରାଜ୍ୟର ବିଭିନ୍ନ ଅଞ୍ଚଳରେ ସଡ଼କ, ସେତୁ, ଜଳସେଚନ ଆଦି କ୍ଷେତ୍ରରେ କାମ ଚାଲିଛି। bbox=[14, 1606, 215, 1796]
paragraph: ଏହି ଅବସରରେ ଜ୍ୱେଲର୍ସ କର୍ତ୍ତୃପକ୍ଷ ଗ୍ରାହକଙ୍କୁ ଧନ୍ୟବାଦ ଜଣାଇଛନ୍ତି। bbox=[459, 1795, 696, 1935]
paragraph: ଏହି ଶିବିର ମାଧ୍ୟମରେ ଗ୍ରାମାଞ୍ଚଳର ପିଲାମାନଙ୍କୁ ଶିକ୍ଷା ସୁବିଧା ଯୋଗାଇ ଦିଆଯାଉଛି। bbox=[987, 1272, 1220, 1302]
paragraph: କାର୍ଯ୍ୟକ୍ରମଟି ଉତ୍ସବମୁଖର ପରିବେଶରେ ଅନୁଷ୍ଠିତ ହୋଇଥିଲା। bbox=[596, 1872, 721, 1918]
lead-left-intro-text bbox=[14, 215, 204, 493]
section-divider-1 bbox=[14, 697, 1463, 699]
paragraph: ବିକାଶ କାର୍ଯ୍ୟର ଅଗ୍ରଗତି ଉପରେ ନିୟମିତ ସମୀକ୍ଷା କରାଯାଉଛି। bbox=[163, 1721, 300, 1767]
photo-house-exterior bbox=[214, 143, 472, 288]
lead-right-byline: ଭୁବନେଶ୍ୱର/ପିପିଲି, ୧୨୨ (ଧରିତ୍ରୀ ମହାନ୍ତି/ବୃନ୍ଦାବନ ମିଶ୍ର/ ପ୍ରଭାତ ଚନ୍ଦ୍ର ମହାପାତ୍ର) bbox=[779, 253, 987, 277]
lead-left-subhead-col bbox=[14, 143, 204, 497]
paragraph: ଏହି ଘଟଣାରେ ସମ୍ପୃକ୍ତ ଥିବା ଆଉ କେତେକ ବ୍ୟକ୍ତିଙ୍କୁ ଶୀଘ୍ର ଗିରଫ କରାଯିବ ବୋଲି ପୋଲିସ ସୂଚନା ଦେଇଛି। ଅନୁସନ୍ଧାନ ଜାରି ରହିଛି। bbox=[314, 512, 604, 685]
paragraph: ଦେଶର ପ୍ରଥମ ଡି+ ସେଗମେଣ୍ଟ ଏସୟୁଭି ଲଞ୍ଚ ହୋଇଛି। ଏହି ନୂଆ ଗାଡ଼ିରେ ଅତ୍ୟାଧୁନିକ ସୁବିଧା ରହିଛି ବୋଲି କମ୍ପାନୀ ଜଣାଇଛି। bbox=[14, 1307, 151, 1370]
photo-suv-launch bbox=[14, 1136, 300, 1286]
badge-top-label: ଧରିତ୍ରୀ bbox=[44, 17, 76, 28]
